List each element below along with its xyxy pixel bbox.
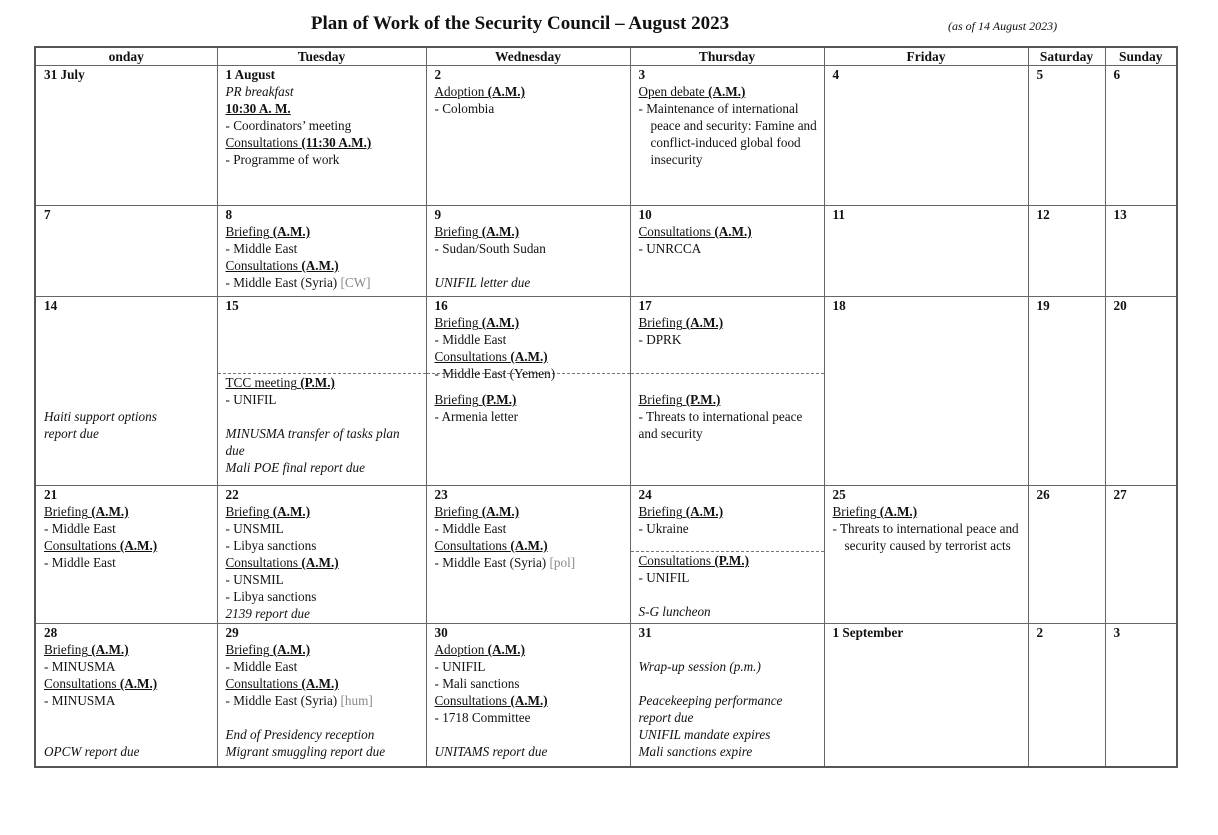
week-row-4: [35, 486, 1177, 624]
event-item: - Mali sanctions: [434, 676, 520, 691]
event-note: End of Presidency reception: [225, 727, 375, 742]
day-cell: [35, 66, 217, 206]
day-number: 14: [44, 298, 58, 313]
day-cell: [824, 66, 1028, 206]
day-number: 28: [44, 625, 58, 640]
event-item: - UNSMIL: [225, 521, 284, 536]
day-number: 31 July: [44, 67, 85, 82]
meeting-type: Consultations (11:30 A.M.): [225, 135, 372, 150]
event-item: - MINUSMA: [44, 693, 116, 708]
day-cell: [35, 624, 217, 767]
day-cell: [35, 206, 217, 297]
event-item: - UNRCCA: [638, 241, 702, 256]
event-item: - Colombia: [434, 101, 495, 116]
day-cell: [426, 624, 630, 767]
event-item: - Libya sanctions: [225, 538, 317, 553]
day-number: 8: [225, 207, 233, 222]
day-number: 1 September: [832, 625, 904, 640]
meeting-type: Consultations (A.M.): [434, 349, 548, 364]
as-of-date: (as of 14 August 2023): [948, 19, 1058, 33]
day-number: 11: [832, 207, 845, 222]
event-item: - Middle East: [225, 241, 298, 256]
meeting-type: Consultations (A.M.): [225, 676, 339, 691]
event-note: S-G luncheon: [638, 604, 711, 619]
event-item: - Sudan/South Sudan: [434, 241, 546, 256]
week-row-1: [35, 66, 1177, 206]
meeting-type: Briefing (A.M.): [225, 224, 311, 239]
meeting-type: Briefing (A.M.): [44, 504, 129, 519]
day-cell: [1105, 66, 1177, 206]
meeting-type: Briefing (A.M.): [638, 315, 724, 330]
week-row-5: [35, 624, 1177, 767]
day-cell: [217, 206, 426, 297]
day-number: 7: [44, 207, 51, 222]
event-item: - Threats to international peace and security: [638, 409, 803, 441]
day-cell: [217, 297, 426, 486]
day-number: 3: [638, 67, 646, 82]
day-number: 30: [434, 625, 448, 640]
event-note: UNIFIL mandate expires: [638, 727, 771, 742]
day-number: 20: [1113, 298, 1127, 313]
day-number: 6: [1113, 67, 1121, 82]
meeting-type: Briefing (A.M.): [638, 504, 724, 519]
event-item: - Middle East (Syria) [CW]: [225, 275, 371, 290]
header-friday: Friday: [824, 47, 1028, 66]
day-cell: [630, 624, 824, 767]
meeting-type: Adoption (A.M.): [434, 84, 525, 99]
event-note: Haiti support options report due: [44, 409, 157, 441]
event-note: Wrap-up session (p.m.): [638, 659, 761, 674]
day-number: 27: [1113, 487, 1127, 502]
day-cell: [426, 486, 630, 624]
day-cell: [426, 66, 630, 206]
day-number: 10: [638, 207, 652, 222]
meeting-type: Briefing (A.M.): [832, 504, 918, 519]
day-number: 2: [1036, 625, 1044, 640]
meeting-type: Open debate (A.M.): [638, 84, 746, 99]
day-number: 18: [832, 298, 846, 313]
meeting-type: Briefing (P.M.): [638, 392, 721, 407]
event-item: - Middle East (Yemen): [434, 366, 556, 381]
day-cell: [1105, 486, 1177, 624]
week-row-3: [35, 297, 1177, 486]
event-item: - Middle East (Syria) [hum]: [225, 693, 373, 708]
day-number: 12: [1036, 207, 1050, 222]
day-number: 25: [832, 487, 846, 502]
calendar-table: [34, 46, 1178, 768]
meeting-type: Adoption (A.M.): [434, 642, 525, 657]
day-cell: [630, 486, 824, 624]
header-thursday: Thursday: [630, 47, 824, 66]
event-item: - Coordinators’ meeting: [225, 118, 352, 133]
day-number: 26: [1036, 487, 1050, 502]
day-cell: [630, 66, 824, 206]
event-item: - Middle East: [434, 332, 507, 347]
day-cell: [1105, 206, 1177, 297]
event-note: Migrant smuggling report due: [225, 744, 386, 759]
day-cell: [1028, 486, 1105, 624]
day-cell: [426, 297, 630, 486]
day-cell: [1028, 624, 1105, 767]
event-item: - UNIFIL: [225, 392, 277, 407]
meeting-type: Consultations (A.M.): [434, 693, 548, 708]
day-number: 23: [434, 487, 448, 502]
event-item: - Middle East (Syria) [pol]: [434, 555, 576, 570]
day-cell: [1105, 297, 1177, 486]
meeting-type: TCC meeting (P.M.): [225, 375, 335, 390]
week-row-2: [35, 206, 1177, 297]
meeting-type: Briefing (A.M.): [434, 224, 520, 239]
meeting-type: Briefing (P.M.): [434, 392, 517, 407]
day-cell: [630, 206, 824, 297]
event-note: MINUSMA transfer of tasks plan due: [225, 426, 400, 458]
header-tuesday: Tuesday: [217, 47, 426, 66]
day-cell: [1028, 297, 1105, 486]
event-item: - 1718 Committee: [434, 710, 531, 725]
meeting-type: Briefing (A.M.): [44, 642, 129, 657]
meeting-type: Briefing (A.M.): [225, 504, 311, 519]
header-monday: onday: [35, 47, 217, 66]
event-item: - Middle East: [44, 555, 116, 570]
day-number: 1 August: [225, 67, 275, 82]
day-cell: [824, 206, 1028, 297]
day-number: 24: [638, 487, 652, 502]
event-item: - Middle East: [44, 521, 116, 536]
day-number: 5: [1036, 67, 1044, 82]
meeting-type: Consultations (A.M.): [638, 224, 752, 239]
meeting-type: Consultations (P.M.): [638, 553, 750, 568]
day-cell: [217, 624, 426, 767]
day-cell: [35, 486, 217, 624]
day-number: 29: [225, 625, 239, 640]
day-cell: [824, 486, 1028, 624]
day-cell: [1105, 624, 1177, 767]
event-note: Peacekeeping performance report due: [638, 693, 783, 725]
event-item: - Threats to international peace and security caused by terrorist acts: [832, 521, 1019, 553]
event-item: - Maintenance of international peace and security: Famine and conflict-induced global food insecurity: [638, 101, 817, 167]
event-item: - Armenia letter: [434, 409, 518, 424]
header-wednesday: Wednesday: [426, 47, 630, 66]
day-number: 17: [638, 298, 652, 313]
header-saturday: Saturday: [1028, 47, 1105, 66]
day-cell: [217, 66, 426, 206]
meeting-type: Consultations (A.M.): [44, 538, 158, 553]
event-note: OPCW report due: [44, 744, 140, 759]
meeting-type: Consultations (A.M.): [225, 258, 339, 273]
event-time: 10:30 A. M.: [225, 101, 291, 116]
meeting-type: Consultations (A.M.): [225, 555, 339, 570]
event-note: 2139 report due: [225, 606, 310, 621]
event-note: UNIFIL letter due: [434, 275, 531, 290]
weekday-header-row: [35, 47, 1177, 66]
day-cell: [1028, 66, 1105, 206]
day-cell: [217, 486, 426, 624]
day-cell: [630, 297, 824, 486]
event-item: - Ukraine: [638, 521, 689, 536]
event-item: - Middle East: [434, 521, 507, 536]
day-number: 22: [225, 487, 239, 502]
meeting-type: Briefing (A.M.): [434, 315, 520, 330]
day-number: 21: [44, 487, 58, 502]
event-note: PR breakfast: [225, 84, 294, 99]
event-item: - Programme of work: [225, 152, 340, 167]
day-number: 31: [638, 625, 652, 640]
meeting-type: Consultations (A.M.): [434, 538, 548, 553]
day-number: 9: [434, 207, 442, 222]
event-item: - UNIFIL: [638, 570, 690, 585]
day-number: 15: [225, 298, 239, 313]
meeting-type: Briefing (A.M.): [434, 504, 520, 519]
event-item: - Middle East: [225, 659, 298, 674]
page-title: Plan of Work of the Security Council – August 2023: [310, 13, 730, 34]
event-item: - UNIFIL: [434, 659, 486, 674]
event-item: - UNSMIL: [225, 572, 284, 587]
day-number: 2: [434, 67, 442, 82]
day-number: 3: [1113, 625, 1121, 640]
event-item: - DPRK: [638, 332, 682, 347]
day-number: 19: [1036, 298, 1050, 313]
event-note: UNITAMS report due: [434, 744, 548, 759]
event-item: - Libya sanctions: [225, 589, 317, 604]
event-note: Mali sanctions expire: [638, 744, 753, 759]
event-item: - MINUSMA: [44, 659, 116, 674]
day-cell: [35, 297, 217, 486]
day-cell: [824, 624, 1028, 767]
day-number: 16: [434, 298, 448, 313]
day-cell: [824, 297, 1028, 486]
day-number: 4: [832, 67, 840, 82]
day-cell: [426, 206, 630, 297]
day-cell: [1028, 206, 1105, 297]
meeting-type: Briefing (A.M.): [225, 642, 311, 657]
day-number: 13: [1113, 207, 1127, 222]
header-sunday: Sunday: [1105, 47, 1177, 66]
event-note: Mali POE final report due: [225, 460, 365, 475]
meeting-type: Consultations (A.M.): [44, 676, 158, 691]
